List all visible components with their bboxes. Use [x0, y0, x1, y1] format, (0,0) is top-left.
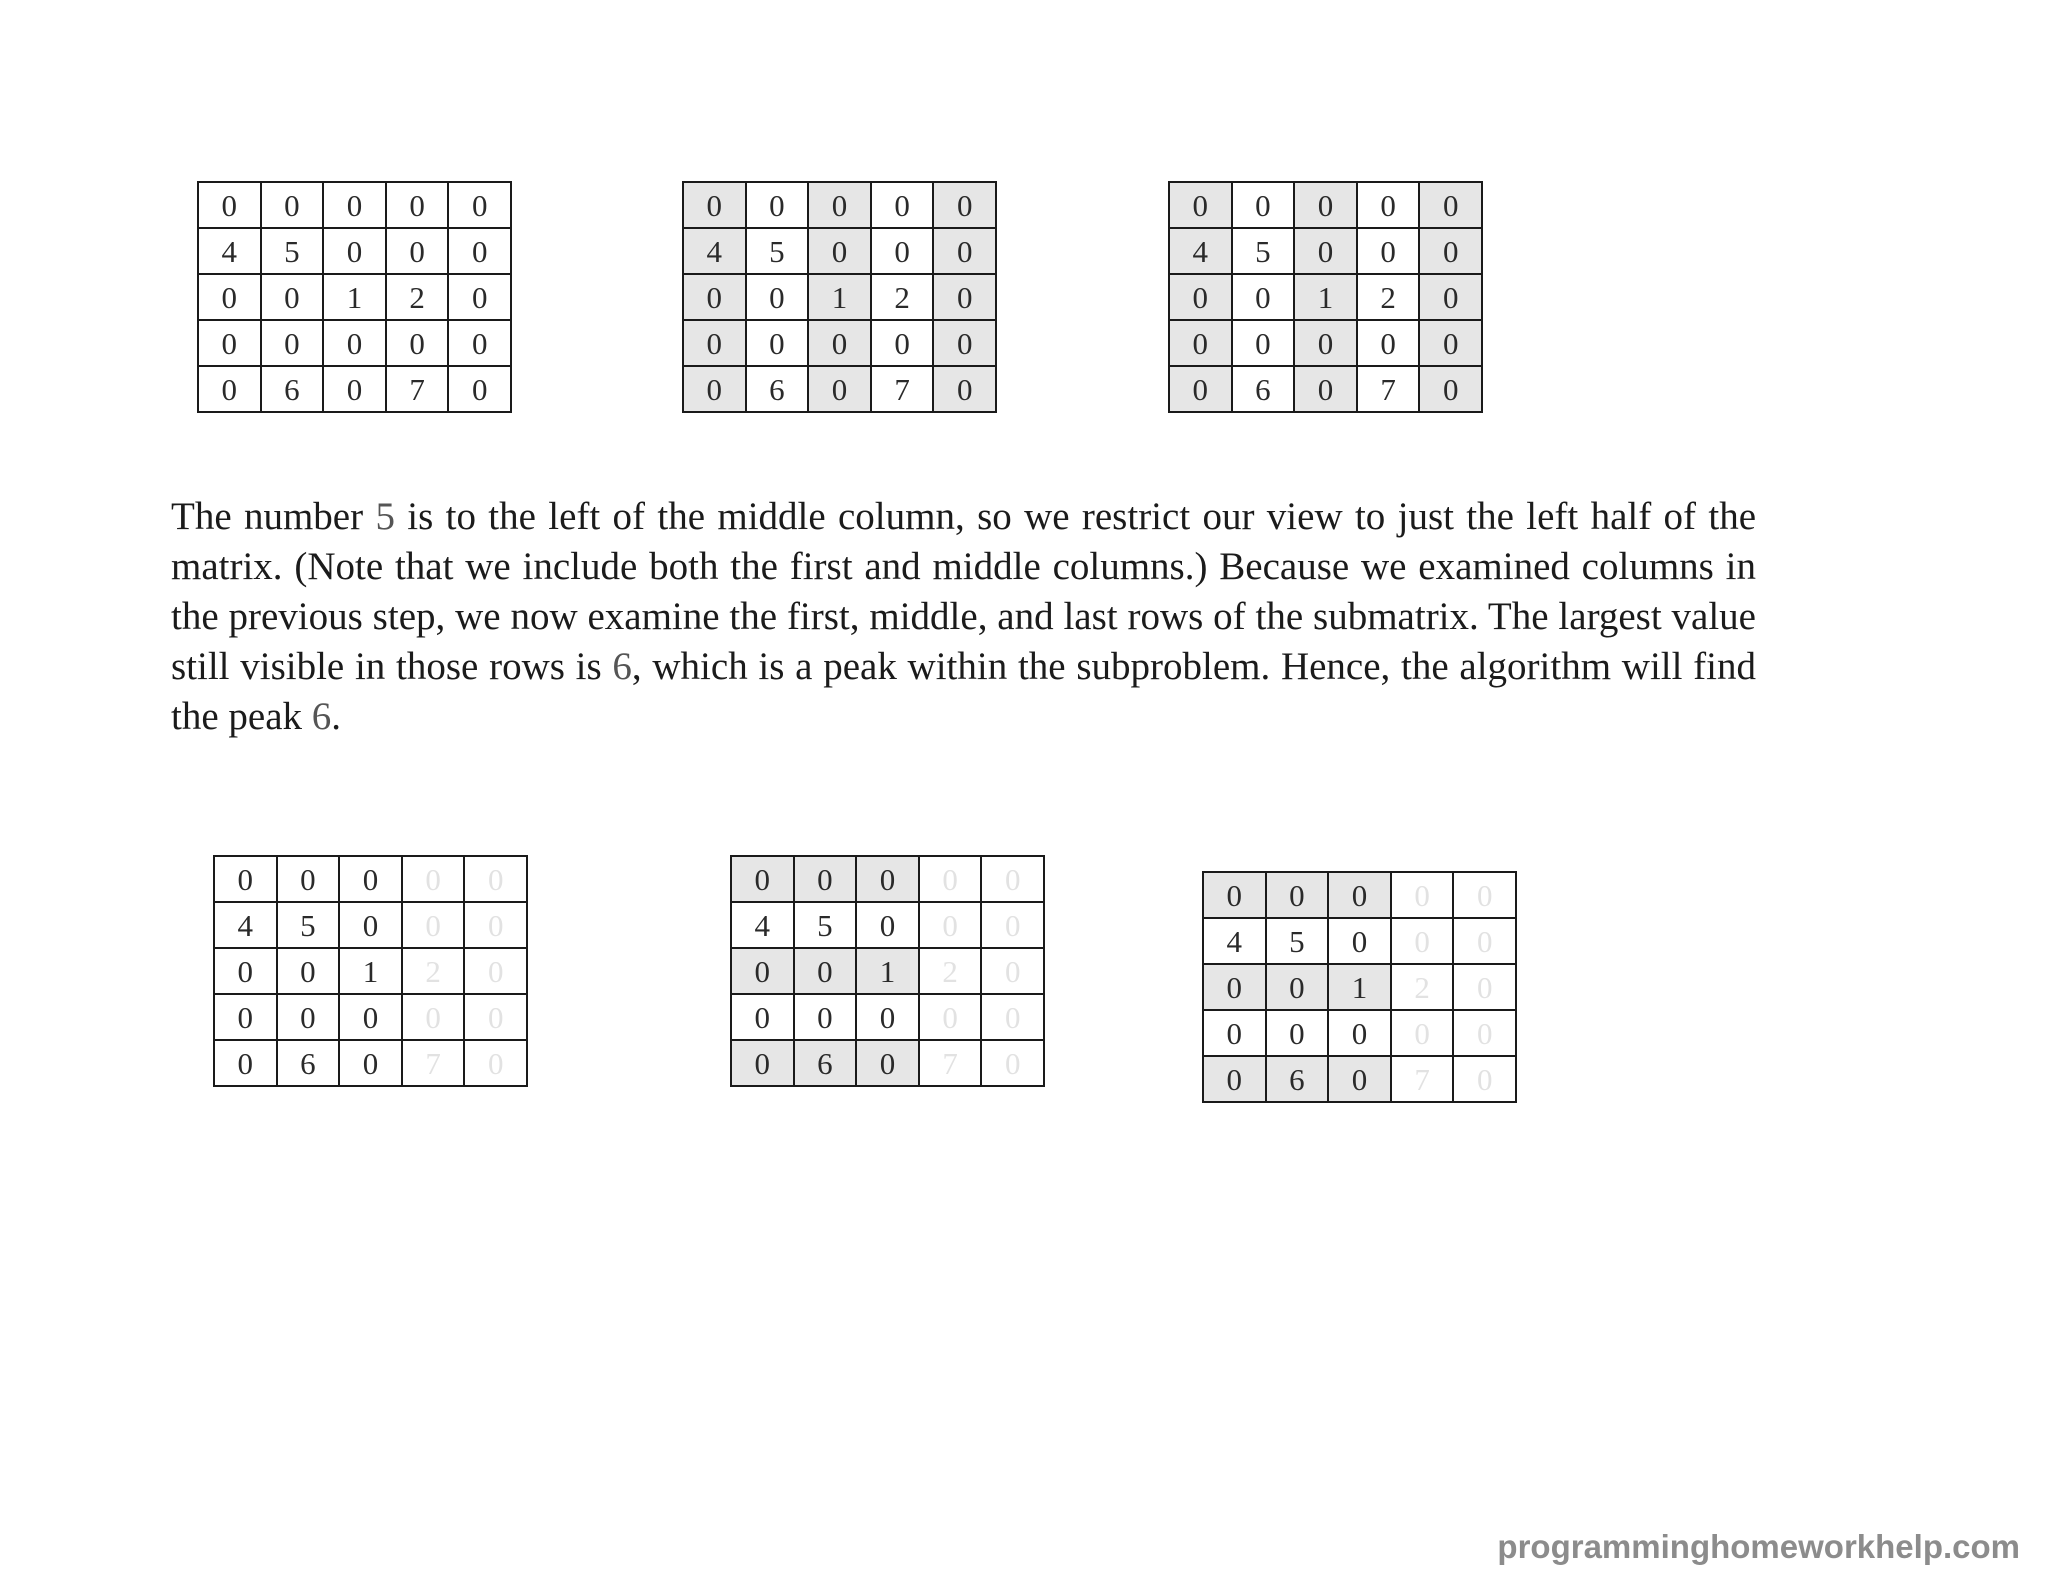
matrix-row — [683, 182, 996, 228]
matrix-cell: 0 — [386, 320, 449, 366]
matrix-cell: 0 — [1203, 1056, 1266, 1102]
matrix-cell: 1 — [808, 274, 871, 320]
matrix-row — [214, 948, 527, 994]
matrix-cell: 0 — [1328, 1010, 1391, 1056]
matrix-cell: 6 — [794, 1040, 857, 1086]
matrix-row — [198, 366, 511, 412]
matrix-cell: 1 — [323, 274, 386, 320]
matrix-cell: 0 — [808, 366, 871, 412]
matrix-bottom-2 — [730, 855, 1045, 1087]
matrix-cell: 0 — [981, 1040, 1044, 1086]
matrix-cell: 0 — [464, 994, 527, 1040]
matrix-cell: 0 — [981, 948, 1044, 994]
matrix-top-1 — [197, 181, 512, 413]
matrix-cell: 0 — [808, 182, 871, 228]
matrix-cell: 0 — [731, 856, 794, 902]
matrix-row — [731, 902, 1044, 948]
matrix-cell: 0 — [794, 948, 857, 994]
matrix-row — [731, 948, 1044, 994]
matrix-cell: 0 — [214, 1040, 277, 1086]
matrix-cell: 0 — [1453, 1010, 1516, 1056]
matrix-cell: 0 — [214, 948, 277, 994]
matrix-cell: 0 — [1419, 320, 1482, 366]
matrix-cell: 0 — [933, 366, 996, 412]
matrix-cell: 5 — [1266, 918, 1329, 964]
matrix-cell: 0 — [1357, 320, 1420, 366]
matrix-row — [683, 320, 996, 366]
matrix-cell: 0 — [794, 994, 857, 1040]
matrix-cell: 4 — [1169, 228, 1232, 274]
matrix-cell: 7 — [386, 366, 449, 412]
matrix-row — [683, 228, 996, 274]
matrix-cell: 2 — [386, 274, 449, 320]
matrix-cell: 7 — [1357, 366, 1420, 412]
matrix-row — [731, 856, 1044, 902]
matrix-cell: 5 — [746, 228, 809, 274]
matrix-cell: 0 — [1453, 872, 1516, 918]
matrix-cell: 0 — [1328, 872, 1391, 918]
matrix-cell: 2 — [402, 948, 465, 994]
matrix-cell: 0 — [1453, 1056, 1516, 1102]
matrix-cell: 0 — [1266, 1010, 1329, 1056]
matrix-cell: 0 — [933, 274, 996, 320]
matrix-cell: 6 — [746, 366, 809, 412]
matrix-cell: 0 — [1266, 872, 1329, 918]
matrix-cell: 0 — [1203, 1010, 1266, 1056]
matrix-cell: 1 — [1294, 274, 1357, 320]
matrix-cell: 0 — [731, 1040, 794, 1086]
matrix-cell: 0 — [856, 1040, 919, 1086]
matrix-cell: 0 — [323, 366, 386, 412]
matrix-cell: 2 — [919, 948, 982, 994]
explanation-paragraph — [171, 492, 1756, 742]
matrix-cell: 0 — [919, 902, 982, 948]
matrix-cell: 0 — [1232, 320, 1295, 366]
matrix-cell: 0 — [402, 994, 465, 1040]
matrix-cell: 0 — [386, 228, 449, 274]
matrix-cell: 0 — [746, 182, 809, 228]
matrix-cell: 0 — [919, 856, 982, 902]
matrix-row — [1203, 964, 1516, 1010]
matrix-row — [198, 320, 511, 366]
matrix-cell: 4 — [1203, 918, 1266, 964]
matrix-cell: 5 — [794, 902, 857, 948]
matrix-cell: 2 — [871, 274, 934, 320]
matrix-cell: 0 — [683, 274, 746, 320]
matrix-cell: 0 — [448, 182, 511, 228]
matrix-cell: 0 — [1357, 182, 1420, 228]
matrix-cell: 0 — [1453, 964, 1516, 1010]
matrix-cell: 0 — [261, 182, 324, 228]
matrix-cell: 0 — [933, 182, 996, 228]
matrix-cell: 0 — [464, 856, 527, 902]
matrix-cell: 0 — [981, 902, 1044, 948]
matrix-cell: 0 — [1419, 274, 1482, 320]
matrix-cell: 0 — [448, 320, 511, 366]
matrix-cell: 0 — [746, 274, 809, 320]
matrix-row — [198, 274, 511, 320]
matrix-cell: 4 — [198, 228, 261, 274]
matrix-cell: 1 — [856, 948, 919, 994]
matrix-cell: 6 — [1232, 366, 1295, 412]
matrix-cell: 0 — [981, 994, 1044, 1040]
matrix-cell: 0 — [871, 182, 934, 228]
matrix-cell: 0 — [198, 274, 261, 320]
matrix-cell: 0 — [808, 320, 871, 366]
matrix-cell: 5 — [277, 902, 340, 948]
matrix-cell: 2 — [1357, 274, 1420, 320]
matrix-cell: 0 — [198, 320, 261, 366]
matrix-cell: 0 — [1419, 228, 1482, 274]
matrix-cell: 0 — [731, 994, 794, 1040]
matrix-cell: 0 — [1419, 366, 1482, 412]
matrix-cell: 0 — [1232, 274, 1295, 320]
matrix-cell: 0 — [856, 902, 919, 948]
matrix-row — [683, 366, 996, 412]
matrix-cell: 1 — [1328, 964, 1391, 1010]
matrix-cell: 0 — [1391, 872, 1454, 918]
matrix-row — [1169, 274, 1482, 320]
matrix-cell: 7 — [402, 1040, 465, 1086]
matrix-cell: 1 — [339, 948, 402, 994]
matrix-cell: 0 — [731, 948, 794, 994]
matrix-top-3 — [1168, 181, 1483, 413]
matrix-bottom-1 — [213, 855, 528, 1087]
matrix-row — [214, 856, 527, 902]
matrix-cell: 0 — [277, 994, 340, 1040]
paragraph-text-1: The number — [171, 495, 376, 538]
matrix-cell: 0 — [261, 274, 324, 320]
matrix-cell: 0 — [856, 994, 919, 1040]
matrix-cell: 0 — [1169, 182, 1232, 228]
matrix-cell: 0 — [1232, 182, 1295, 228]
matrix-row — [1203, 872, 1516, 918]
matrix-top-2 — [682, 181, 997, 413]
matrix-cell: 0 — [683, 320, 746, 366]
matrix-cell: 0 — [402, 902, 465, 948]
matrix-cell: 0 — [464, 902, 527, 948]
matrix-cell: 0 — [448, 366, 511, 412]
matrix-row — [1203, 918, 1516, 964]
matrix-cell: 0 — [856, 856, 919, 902]
matrix-cell: 0 — [1169, 274, 1232, 320]
matrix-cell: 4 — [683, 228, 746, 274]
matrix-row — [731, 994, 1044, 1040]
matrix-cell: 0 — [933, 228, 996, 274]
matrix-row — [683, 274, 996, 320]
watermark-logo: programminghomeworkhelp.com — [1497, 1528, 2020, 1565]
matrix-cell: 0 — [323, 182, 386, 228]
matrix-cell: 0 — [871, 320, 934, 366]
matrix-row — [731, 1040, 1044, 1086]
matrix-cell: 0 — [1328, 918, 1391, 964]
matrix-cell: 6 — [1266, 1056, 1329, 1102]
matrix-bottom-3 — [1202, 871, 1517, 1103]
matrix-cell: 0 — [1328, 1056, 1391, 1102]
matrix-row — [214, 1040, 527, 1086]
matrix-cell: 0 — [794, 856, 857, 902]
matrix-row — [1203, 1056, 1516, 1102]
matrix-cell: 0 — [448, 274, 511, 320]
matrix-cell: 0 — [683, 366, 746, 412]
matrix-cell: 0 — [277, 856, 340, 902]
matrix-cell: 0 — [808, 228, 871, 274]
matrix-cell: 0 — [339, 994, 402, 1040]
paragraph-number-6a: 6 — [612, 645, 632, 688]
matrix-cell: 5 — [1232, 228, 1295, 274]
matrix-cell: 6 — [261, 366, 324, 412]
matrix-cell: 0 — [1294, 182, 1357, 228]
matrix-cell: 0 — [1169, 320, 1232, 366]
matrix-cell: 0 — [1294, 366, 1357, 412]
matrix-cell: 0 — [198, 366, 261, 412]
matrix-cell: 0 — [464, 1040, 527, 1086]
matrix-cell: 0 — [871, 228, 934, 274]
matrix-cell: 4 — [731, 902, 794, 948]
matrix-cell: 0 — [1453, 918, 1516, 964]
matrix-cell: 0 — [919, 994, 982, 1040]
paragraph-number-6b: 6 — [311, 695, 332, 738]
paragraph-text-2: is to the left of the middle column, so we restrict our view to just the left half of the matrix. (Note that we include both the first and middle columns.) Because we examined columns in the previous step, we now examine the first, middle, and last rows of the submatrix. The largest value still visible in those rows is — [171, 495, 1757, 688]
matrix-cell: 6 — [277, 1040, 340, 1086]
paragraph-text-4: . — [331, 695, 342, 738]
matrix-row — [1169, 228, 1482, 274]
matrix-row — [198, 228, 511, 274]
matrix-cell: 0 — [1169, 366, 1232, 412]
matrix-row — [1169, 182, 1482, 228]
matrix-row — [198, 182, 511, 228]
matrix-cell: 0 — [323, 320, 386, 366]
matrix-row — [1169, 366, 1482, 412]
matrix-cell: 0 — [1391, 1010, 1454, 1056]
matrix-cell: 5 — [261, 228, 324, 274]
matrix-row — [214, 902, 527, 948]
matrix-row — [1169, 320, 1482, 366]
matrix-row — [1203, 1010, 1516, 1056]
matrix-cell: 0 — [1419, 182, 1482, 228]
matrix-cell: 0 — [277, 948, 340, 994]
matrix-cell: 0 — [386, 182, 449, 228]
matrix-cell: 7 — [1391, 1056, 1454, 1102]
matrix-cell: 0 — [464, 948, 527, 994]
matrix-cell: 7 — [919, 1040, 982, 1086]
matrix-cell: 0 — [1266, 964, 1329, 1010]
matrix-cell: 0 — [1357, 228, 1420, 274]
paragraph-number-5: 5 — [375, 495, 395, 538]
matrix-cell: 0 — [339, 856, 402, 902]
matrix-cell: 0 — [448, 228, 511, 274]
matrix-cell: 0 — [214, 994, 277, 1040]
matrix-cell: 0 — [933, 320, 996, 366]
matrix-cell: 0 — [1391, 918, 1454, 964]
matrix-cell: 0 — [1294, 320, 1357, 366]
matrix-cell: 0 — [981, 856, 1044, 902]
matrix-cell: 2 — [1391, 964, 1454, 1010]
matrix-row — [214, 994, 527, 1040]
matrix-cell: 0 — [261, 320, 324, 366]
matrix-cell: 0 — [683, 182, 746, 228]
matrix-cell: 4 — [214, 902, 277, 948]
matrix-cell: 0 — [1294, 228, 1357, 274]
matrix-cell: 7 — [871, 366, 934, 412]
matrix-cell: 0 — [746, 320, 809, 366]
matrix-cell: 0 — [1203, 964, 1266, 1010]
matrix-cell: 0 — [323, 228, 386, 274]
matrix-cell: 0 — [1203, 872, 1266, 918]
paragraph-text-3: , which is a peak within the subproblem. Hence, the algorithm will find the peak — [171, 645, 1757, 738]
matrix-cell: 0 — [339, 902, 402, 948]
matrix-cell: 0 — [402, 856, 465, 902]
matrix-cell: 0 — [214, 856, 277, 902]
matrix-cell: 0 — [198, 182, 261, 228]
matrix-cell: 0 — [339, 1040, 402, 1086]
